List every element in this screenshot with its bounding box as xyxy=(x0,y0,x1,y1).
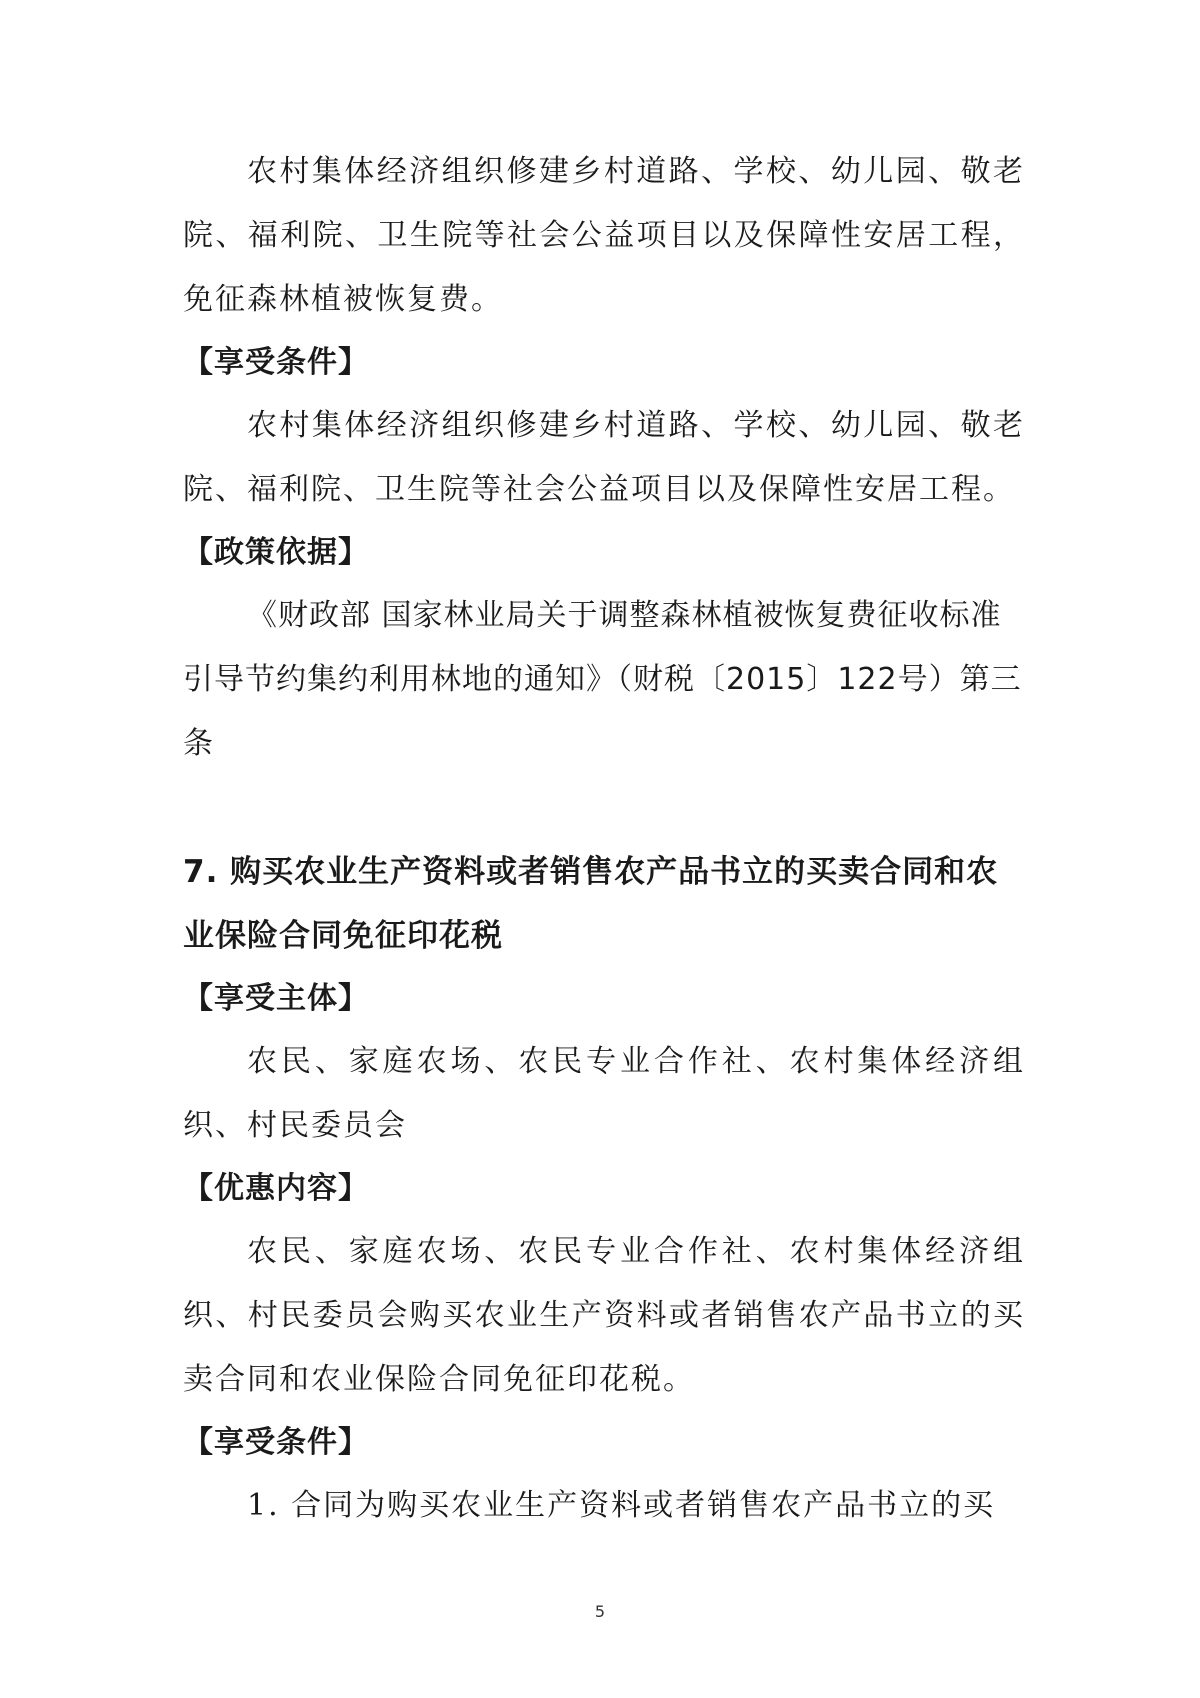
condition-paragraph: 农村集体经济组织修建乡村道路、学校、幼儿园、敬老院、福利院、卫生院等社会公益项目以及保障性安居工程。 xyxy=(183,408,1025,507)
benefit-content-paragraph: 农民、家庭农场、农民专业合作社、农村集体经济组织、村民委员会购买农业生产资料或者销售农产品书立的买卖合同和农业保险合同免征印花税。 xyxy=(183,1234,1025,1397)
condition-heading: 【享受条件】 xyxy=(183,345,369,380)
subject-heading: 【享受主体】 xyxy=(183,981,369,1016)
section-7-title: 7. 购买农业生产资料或者销售农产品书立的买卖合同和农业保险合同免征印花税 xyxy=(183,854,999,954)
page-body xyxy=(183,140,1025,1538)
section-7-condition-paragraph: 1. 合同为购买农业生产资料或者销售农产品书立的买 xyxy=(247,1488,996,1523)
page-number: 5 xyxy=(594,1602,606,1621)
subject-paragraph: 农民、家庭农场、农民专业合作社、农村集体经济组织、村民委员会 xyxy=(183,1044,1025,1143)
section-7-condition-heading: 【享受条件】 xyxy=(183,1425,369,1460)
section-spacer xyxy=(183,776,1025,840)
benefit-paragraph: 农村集体经济组织修建乡村道路、学校、幼儿园、敬老院、福利院、卫生院等社会公益项目以及保障性安居工程，免征森林植被恢复费。 xyxy=(183,154,1025,317)
policy-basis-heading: 【政策依据】 xyxy=(183,535,369,570)
policy-basis-paragraph: 《财政部 国家林业局关于调整森林植被恢复费征收标准引导节约集约利用林地的通知》（财税〔2015〕122号）第三条 xyxy=(183,598,1022,761)
benefit-heading: 【优惠内容】 xyxy=(183,1171,369,1206)
